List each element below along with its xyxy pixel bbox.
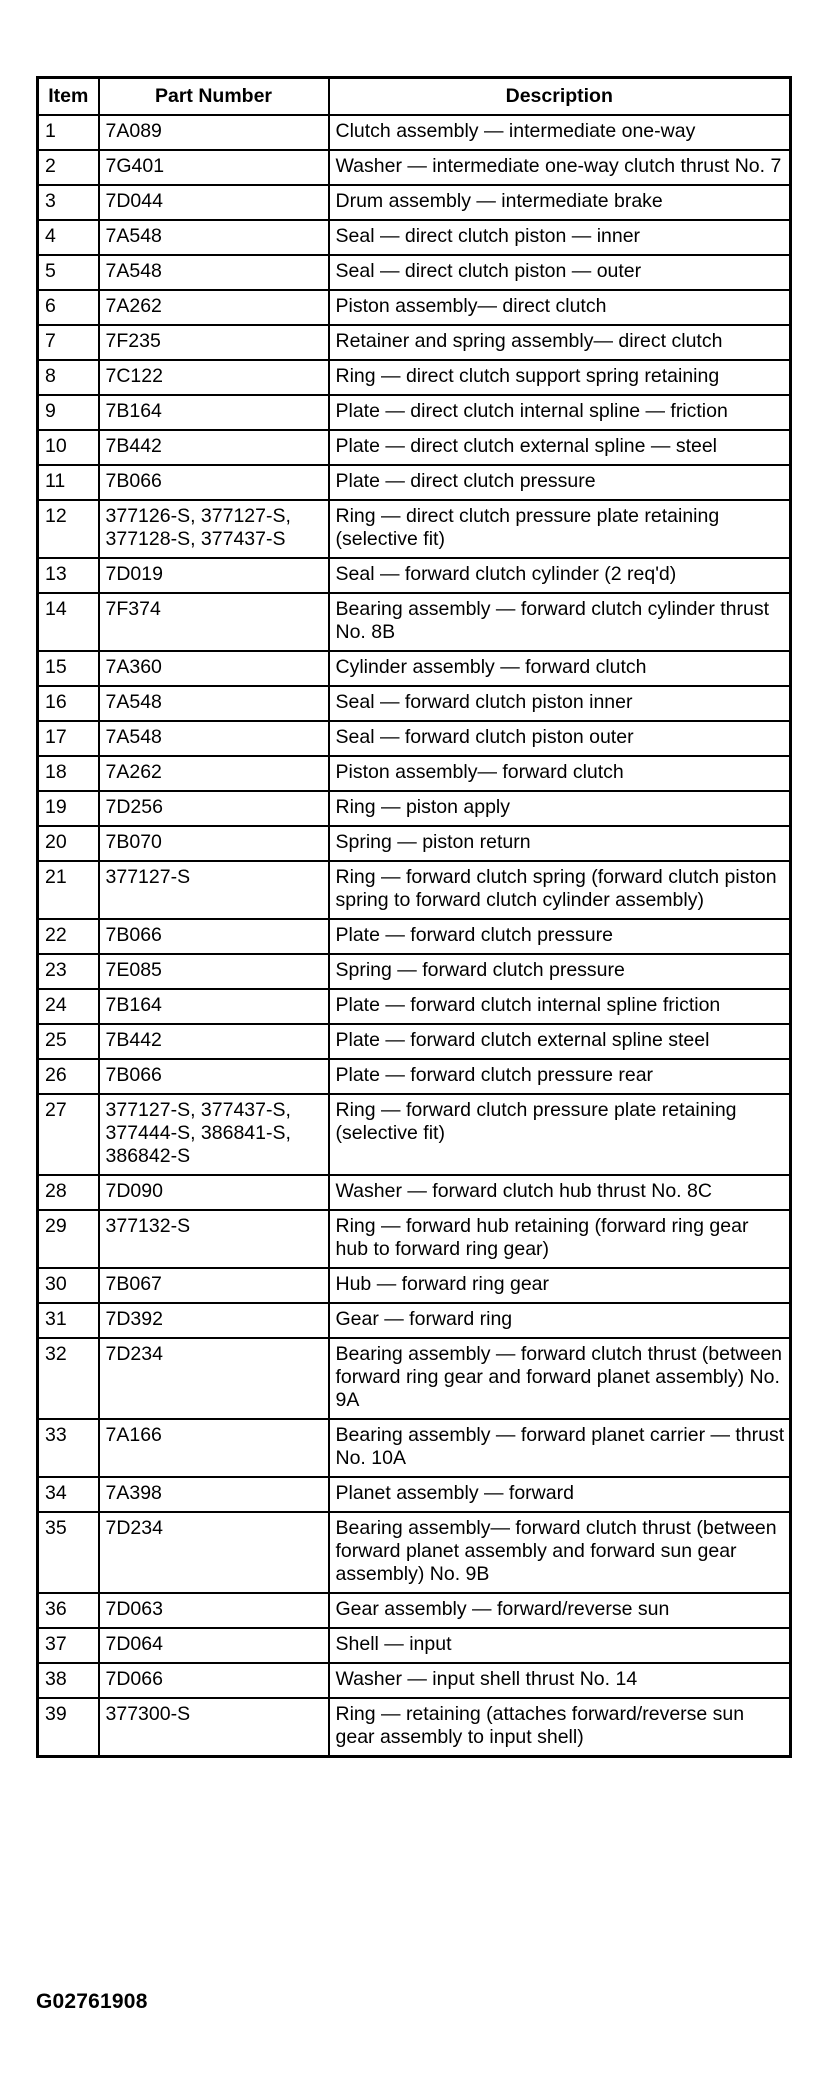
part-number-cell: 7D090 [99,1175,329,1210]
description-cell: Washer — input shell thrust No. 14 [329,1663,791,1698]
item-cell: 5 [38,255,99,290]
item-cell: 11 [38,465,99,500]
part-number-cell: 7A262 [99,290,329,325]
description-cell: Plate — forward clutch pressure rear [329,1059,791,1094]
item-cell: 4 [38,220,99,255]
item-cell: 38 [38,1663,99,1698]
description-cell: Plate — forward clutch external spline steel [329,1024,791,1059]
description-cell: Spring — piston return [329,826,791,861]
item-cell: 15 [38,651,99,686]
item-cell: 1 [38,115,99,150]
table-row [38,721,791,756]
description-cell: Ring — direct clutch pressure plate retaining (selective fit) [329,500,791,558]
item-cell: 39 [38,1698,99,1757]
description-cell: Piston assembly— forward clutch [329,756,791,791]
part-number-cell: 377300-S [99,1698,329,1757]
item-cell: 36 [38,1593,99,1628]
part-number-cell: 7D064 [99,1628,329,1663]
description-cell: Shell — input [329,1628,791,1663]
table-row [38,395,791,430]
header-description: Description [329,78,791,116]
item-cell: 2 [38,150,99,185]
part-number-cell: 7D019 [99,558,329,593]
description-cell: Plate — forward clutch internal spline friction [329,989,791,1024]
description-cell: Ring — forward clutch pressure plate retaining (selective fit) [329,1094,791,1175]
table-row [38,465,791,500]
item-cell: 29 [38,1210,99,1268]
table-row [38,1338,791,1419]
header-row [38,78,791,116]
part-number-cell: 7B164 [99,989,329,1024]
description-cell: Bearing assembly — forward planet carrier — thrust No. 10A [329,1419,791,1477]
part-number-cell: 7A262 [99,756,329,791]
item-cell: 25 [38,1024,99,1059]
part-number-cell: 7D044 [99,185,329,220]
item-cell: 27 [38,1094,99,1175]
header-item: Item [38,78,99,116]
table-row [38,1094,791,1175]
part-number-cell: 7A548 [99,686,329,721]
parts-table-body [38,115,791,1757]
item-cell: 12 [38,500,99,558]
item-cell: 3 [38,185,99,220]
item-cell: 10 [38,430,99,465]
item-cell: 28 [38,1175,99,1210]
part-number-cell: 7B066 [99,465,329,500]
item-cell: 16 [38,686,99,721]
description-cell: Retainer and spring assembly— direct clutch [329,325,791,360]
header-part-number: Part Number [99,78,329,116]
item-cell: 9 [38,395,99,430]
table-row [38,290,791,325]
table-row [38,150,791,185]
description-cell: Clutch assembly — intermediate one-way [329,115,791,150]
part-number-cell: 7B070 [99,826,329,861]
item-cell: 19 [38,791,99,826]
description-cell: Bearing assembly— forward clutch thrust (between forward planet assembly and forward sun gear assembly) No. 9B [329,1512,791,1593]
description-cell: Seal — forward clutch piston outer [329,721,791,756]
item-cell: 14 [38,593,99,651]
part-number-cell: 377127-S, 377437-S, 377444-S, 386841-S, 386842-S [99,1094,329,1175]
part-number-cell: 7A548 [99,255,329,290]
part-number-cell: 7F374 [99,593,329,651]
description-cell: Seal — direct clutch piston — inner [329,220,791,255]
item-cell: 23 [38,954,99,989]
part-number-cell: 7D234 [99,1338,329,1419]
table-row [38,558,791,593]
part-number-cell: 7A166 [99,1419,329,1477]
table-row [38,651,791,686]
table-row [38,115,791,150]
item-cell: 13 [38,558,99,593]
table-row [38,791,791,826]
part-number-cell: 377127-S [99,861,329,919]
figure-code: G02761908 [36,1990,148,2013]
part-number-cell: 7B442 [99,430,329,465]
item-cell: 32 [38,1338,99,1419]
description-cell: Plate — direct clutch pressure [329,465,791,500]
table-row [38,500,791,558]
table-row [38,954,791,989]
item-cell: 21 [38,861,99,919]
part-number-cell: 7B066 [99,1059,329,1094]
table-row [38,919,791,954]
table-row [38,325,791,360]
table-row [38,1419,791,1477]
table-row [38,686,791,721]
item-cell: 17 [38,721,99,756]
table-row [38,1303,791,1338]
description-cell: Gear assembly — forward/reverse sun [329,1593,791,1628]
item-cell: 31 [38,1303,99,1338]
item-cell: 7 [38,325,99,360]
part-number-cell: 7D256 [99,791,329,826]
description-cell: Planet assembly — forward [329,1477,791,1512]
description-cell: Plate — direct clutch internal spline — friction [329,395,791,430]
table-row [38,1268,791,1303]
table-row [38,593,791,651]
description-cell: Cylinder assembly — forward clutch [329,651,791,686]
description-cell: Seal — forward clutch cylinder (2 req'd) [329,558,791,593]
table-row [38,1210,791,1268]
description-cell: Ring — retaining (attaches forward/reverse sun gear assembly to input shell) [329,1698,791,1757]
table-row [38,1477,791,1512]
description-cell: Drum assembly — intermediate brake [329,185,791,220]
description-cell: Ring — forward hub retaining (forward ring gear hub to forward ring gear) [329,1210,791,1268]
description-cell: Plate — direct clutch external spline — steel [329,430,791,465]
table-row [38,826,791,861]
part-number-cell: 7A548 [99,721,329,756]
part-number-cell: 7B442 [99,1024,329,1059]
table-row [38,185,791,220]
table-row [38,1593,791,1628]
table-row [38,1628,791,1663]
table-row [38,1059,791,1094]
part-number-cell: 7A398 [99,1477,329,1512]
table-row [38,1024,791,1059]
description-cell: Ring — piston apply [329,791,791,826]
parts-table [36,76,792,1758]
item-cell: 22 [38,919,99,954]
table-row [38,989,791,1024]
item-cell: 34 [38,1477,99,1512]
item-cell: 6 [38,290,99,325]
description-cell: Plate — forward clutch pressure [329,919,791,954]
description-cell: Seal — forward clutch piston inner [329,686,791,721]
part-number-cell: 7D234 [99,1512,329,1593]
description-cell: Ring — direct clutch support spring retaining [329,360,791,395]
part-number-cell: 7B164 [99,395,329,430]
description-cell: Bearing assembly — forward clutch cylinder thrust No. 8B [329,593,791,651]
item-cell: 26 [38,1059,99,1094]
part-number-cell: 377132-S [99,1210,329,1268]
item-cell: 8 [38,360,99,395]
description-cell: Washer — forward clutch hub thrust No. 8C [329,1175,791,1210]
part-number-cell: 7A548 [99,220,329,255]
part-number-cell: 7F235 [99,325,329,360]
table-row [38,1512,791,1593]
table-row [38,756,791,791]
description-cell: Washer — intermediate one-way clutch thrust No. 7 [329,150,791,185]
description-cell: Seal — direct clutch piston — outer [329,255,791,290]
table-row [38,861,791,919]
item-cell: 33 [38,1419,99,1477]
description-cell: Gear — forward ring [329,1303,791,1338]
table-row [38,220,791,255]
table-row [38,1663,791,1698]
item-cell: 35 [38,1512,99,1593]
item-cell: 30 [38,1268,99,1303]
description-cell: Spring — forward clutch pressure [329,954,791,989]
part-number-cell: 7D066 [99,1663,329,1698]
part-number-cell: 7A089 [99,115,329,150]
part-number-cell: 7A360 [99,651,329,686]
item-cell: 18 [38,756,99,791]
item-cell: 24 [38,989,99,1024]
table-row [38,430,791,465]
table-row [38,1698,791,1757]
part-number-cell: 7D063 [99,1593,329,1628]
description-cell: Ring — forward clutch spring (forward clutch piston spring to forward clutch cylinder assembly) [329,861,791,919]
part-number-cell: 377126-S, 377127-S, 377128-S, 377437-S [99,500,329,558]
part-number-cell: 7G401 [99,150,329,185]
table-row [38,360,791,395]
description-cell: Bearing assembly — forward clutch thrust (between forward ring gear and forward planet assembly) No. 9A [329,1338,791,1419]
part-number-cell: 7E085 [99,954,329,989]
description-cell: Piston assembly— direct clutch [329,290,791,325]
item-cell: 37 [38,1628,99,1663]
item-cell: 20 [38,826,99,861]
part-number-cell: 7C122 [99,360,329,395]
part-number-cell: 7D392 [99,1303,329,1338]
part-number-cell: 7B067 [99,1268,329,1303]
table-row [38,1175,791,1210]
description-cell: Hub — forward ring gear [329,1268,791,1303]
table-row [38,255,791,290]
part-number-cell: 7B066 [99,919,329,954]
